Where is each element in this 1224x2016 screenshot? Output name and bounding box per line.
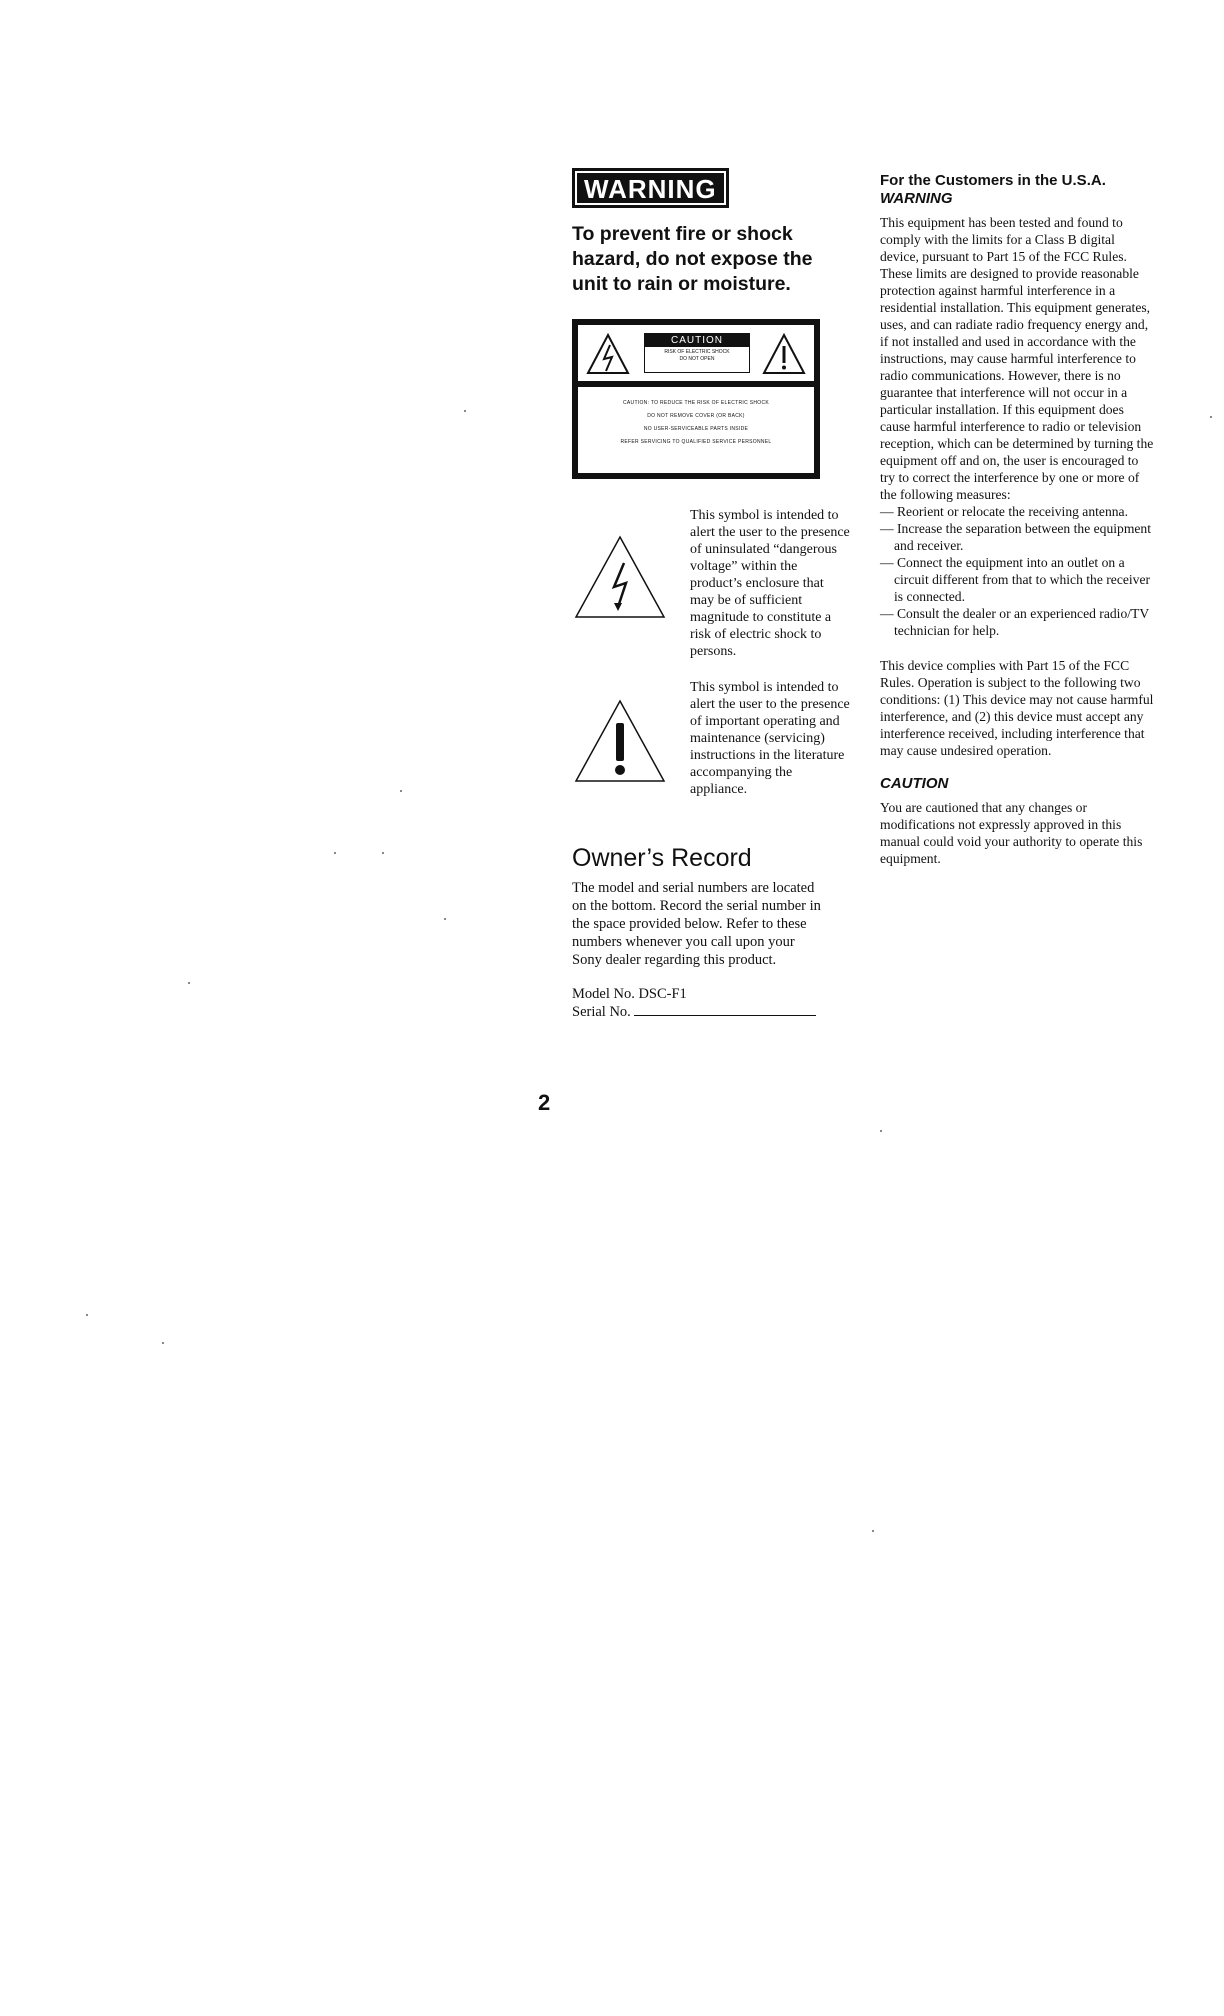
fcc-body: This equipment has been tested and found to comply with the limits for a Class B digital device, pursuant to Part 15 of the FCC Rules. These limits are designed to provide reasonable protection against harmful interference in a residential installation. This equipment generates, uses, and can radiate radio frequency energy and, if not installed and used in accordance with the instructions, may cause harmful interference to radio communications. However, there is no guarantee that interference will not occur in a particular installation. If this equipment does cause harmful interference to radio or television reception, which can be determined by turning the equipment off and on, the user is encouraged to try to correct the interference by one or more of the following measures: bbox=[880, 215, 1154, 502]
scan-speck bbox=[400, 790, 402, 792]
caution-label-graphic bbox=[572, 319, 820, 479]
exclamation-warning-icon bbox=[762, 333, 806, 375]
scan-speck bbox=[1210, 416, 1212, 418]
voltage-symbol-row bbox=[572, 507, 850, 673]
measures-list bbox=[880, 503, 1155, 639]
caution-label-title: CAUTION bbox=[645, 334, 749, 347]
scan-speck bbox=[444, 918, 446, 920]
caution-label-line: REFER SERVICING TO QUALIFIED SERVICE PERSONNEL bbox=[620, 439, 772, 445]
measure-item: — Increase the separation between the equipment and receiver. bbox=[880, 521, 1152, 553]
owners-record-body: The model and serial numbers are located on the bottom. Record the serial number in the space provided below. Refer to these numbers whenever you call upon your Sony dealer regarding this product. bbox=[572, 880, 821, 968]
caution-label-donotopen: DO NOT OPEN bbox=[679, 356, 715, 362]
voltage-symbol-text: This symbol is intended to alert the user to the presence of uninsulated “dangerous voltage” within the product’s enclosure that may be of sufficient magnitude to constitute a risk of electric shock to persons. bbox=[690, 508, 850, 659]
caution-label-line: DO NOT REMOVE COVER (OR BACK) bbox=[647, 413, 745, 419]
caution-label-top bbox=[578, 325, 814, 387]
lightning-warning-icon bbox=[586, 333, 630, 375]
left-column bbox=[572, 168, 850, 1021]
scan-speck bbox=[334, 852, 336, 854]
scan-speck bbox=[464, 410, 466, 412]
fcc-compliance: This device complies with Part 15 of the FCC Rules. Operation is subject to the following two conditions: (1) This device may not cause harmful interference, and (2) this device must accept any interference received, including interference that may cause undesired operation. bbox=[880, 658, 1154, 758]
page-number: 2 bbox=[538, 1090, 551, 1115]
caution-label-risk: RISK OF ELECTRIC SHOCK bbox=[664, 349, 730, 355]
scan-speck bbox=[872, 1530, 874, 1532]
exclamation-triangle-icon bbox=[574, 699, 666, 783]
caution-label-line: CAUTION: TO REDUCE THE RISK OF ELECTRIC SHOCK bbox=[622, 400, 770, 406]
owners-record-title: Owner’s Record bbox=[572, 844, 752, 872]
serial-number-row bbox=[572, 1003, 842, 1021]
serial-number-label: Serial No. bbox=[572, 1004, 631, 1020]
caution-label-lines bbox=[578, 397, 814, 449]
scan-speck bbox=[880, 1130, 882, 1132]
caution-label-line: NO USER-SERVICEABLE PARTS INSIDE bbox=[643, 426, 749, 432]
scan-speck bbox=[188, 982, 190, 984]
measure-item: — Connect the equipment into an outlet on a circuit different from that to which the receiver is connected. bbox=[880, 555, 1151, 604]
serial-number-blank bbox=[634, 1003, 816, 1016]
record-fields bbox=[572, 985, 842, 1021]
measure-item: — Consult the dealer or an experienced radio/TV technician for help. bbox=[880, 606, 1149, 638]
scan-speck bbox=[382, 852, 384, 854]
warning-headline: To prevent fire or shock hazard, do not expose the unit to rain or moisture. bbox=[572, 223, 813, 295]
caution-heading: CAUTION bbox=[880, 775, 949, 792]
scan-speck bbox=[162, 1342, 164, 1344]
warning-banner: WARNING bbox=[572, 168, 729, 208]
measure-item: — Reorient or relocate the receiving antenna. bbox=[880, 504, 1128, 519]
exclamation-symbol-row bbox=[572, 679, 850, 829]
caution-label-center bbox=[644, 333, 750, 373]
exclamation-symbol-text: This symbol is intended to alert the user to the presence of important operating and maintenance (servicing) instructions in the literature accompanying the appliance. bbox=[690, 680, 850, 797]
caution-body: You are cautioned that any changes or modifications not expressly approved in this manual could void your authority to operate this equipment. bbox=[880, 800, 1143, 866]
usa-warning-heading: WARNING bbox=[880, 190, 953, 207]
usa-heading: For the Customers in the U.S.A. bbox=[880, 172, 1106, 189]
right-column bbox=[880, 172, 1155, 867]
lightning-triangle-icon bbox=[574, 535, 666, 619]
model-number: Model No. DSC-F1 bbox=[572, 986, 687, 1002]
scan-speck bbox=[86, 1314, 88, 1316]
